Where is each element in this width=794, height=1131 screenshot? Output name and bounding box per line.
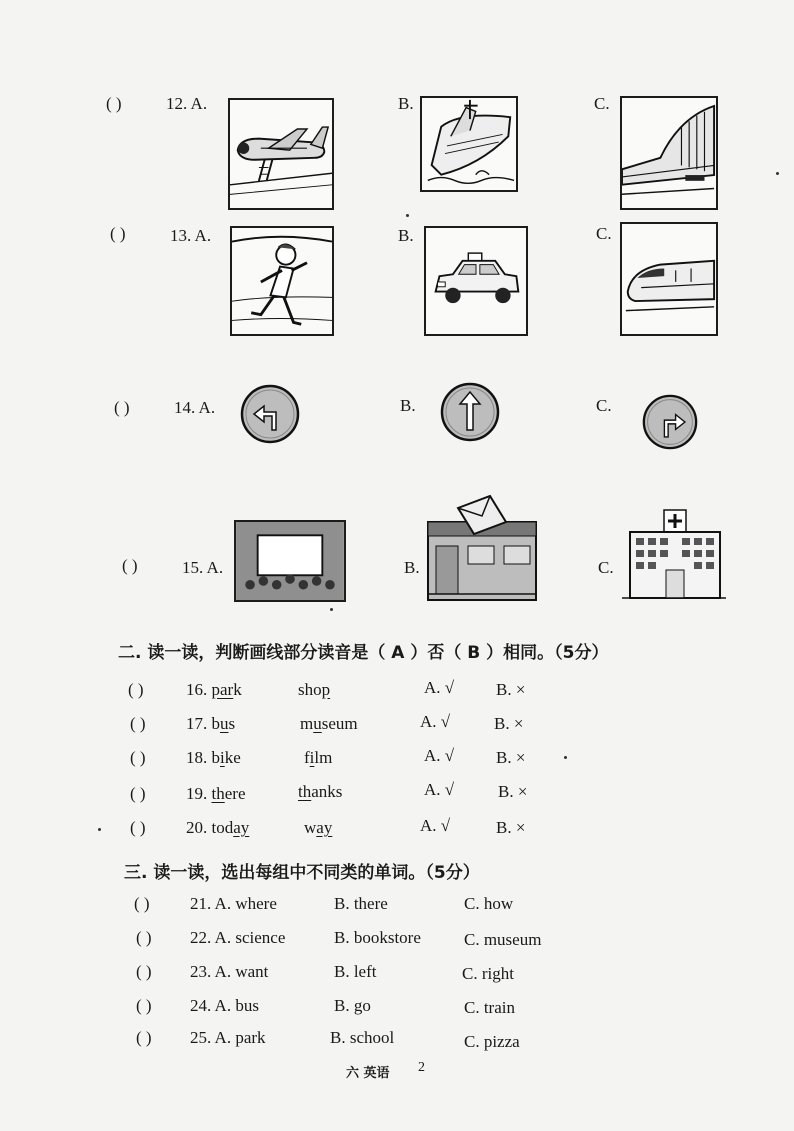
- word-rest: anks: [311, 782, 343, 801]
- question-22-option-c: C. museum: [464, 930, 542, 949]
- answer-paren-22[interactable]: ( ): [136, 928, 152, 947]
- question-12-label: 12. A.: [166, 94, 208, 113]
- option-b-cross: B. ×: [498, 782, 528, 801]
- answer-paren-25[interactable]: ( ): [136, 1028, 152, 1047]
- answer-paren-16[interactable]: ( ): [128, 680, 144, 699]
- option-c-label-14: C.: [596, 396, 612, 415]
- question-21-option-a: 21. A. where: [190, 894, 277, 913]
- question-15-label: 15. A.: [182, 558, 224, 577]
- word-rest: f: [304, 748, 310, 767]
- question-number: 16.: [186, 680, 208, 699]
- option-b-cross: B. ×: [496, 680, 526, 699]
- footer-grade-subject: 六 英语: [346, 1066, 390, 1081]
- section-3-title: 三. 读一读，选出每组中不同类的单词。（5分）: [124, 863, 480, 883]
- answer-paren-15[interactable]: ( ): [122, 556, 138, 575]
- scan-speck: [98, 828, 101, 831]
- question-22-option-a: 22. A. science: [190, 928, 286, 947]
- question-16-word2: [298, 680, 330, 700]
- underlined-part: p: [321, 680, 331, 699]
- answer-paren-18[interactable]: ( ): [130, 748, 146, 767]
- option-b-label-13: B.: [398, 226, 414, 245]
- cinema-screen-icon: [234, 520, 346, 602]
- question-25-option-c: C. pizza: [464, 1032, 520, 1051]
- turn-left-sign-icon: [240, 384, 300, 444]
- underlined-part: ay: [316, 818, 333, 837]
- word-rest: m: [300, 714, 314, 733]
- option-a-check: A. √: [424, 746, 455, 765]
- question-24-option-a: 24. A. bus: [190, 996, 259, 1015]
- underlined-part: i: [220, 748, 225, 767]
- underlined-part: th: [211, 784, 225, 803]
- question-25-option-b: B. school: [330, 1028, 395, 1047]
- train-icon: [620, 96, 718, 210]
- page-number: 2: [418, 1060, 425, 1075]
- question-24-option-c: C. train: [464, 998, 515, 1017]
- option-c-label: C.: [594, 94, 610, 113]
- hospital-icon: [622, 506, 726, 602]
- airplane-icon: [228, 98, 334, 210]
- go-straight-sign-icon: [440, 382, 500, 442]
- option-a-check: A. √: [424, 780, 455, 799]
- scan-speck: [330, 608, 333, 611]
- option-b-label-15: B.: [404, 558, 420, 577]
- underlined-part: ar: [220, 680, 234, 699]
- question-17-word2: [300, 714, 358, 734]
- option-c-label-15: C.: [598, 558, 614, 577]
- scan-speck: [564, 756, 567, 759]
- underlined-part: i: [309, 748, 315, 767]
- question-20-word2: [304, 818, 332, 838]
- word-rest: s: [228, 714, 236, 733]
- underlined-part: u: [220, 714, 229, 733]
- question-23-option-b: B. left: [334, 962, 377, 981]
- section-2-title: 二. 读一读，判断画线部分读音是（ A ）否（ B ）相同。（5分）: [118, 643, 609, 663]
- word-rest: seum: [321, 714, 358, 733]
- underlined-part: ay: [233, 818, 250, 837]
- scan-speck: [406, 214, 409, 217]
- answer-paren-19[interactable]: ( ): [130, 784, 146, 803]
- question-19-word1: [186, 784, 246, 804]
- question-16-word1: [186, 680, 242, 700]
- word-rest: w: [304, 818, 317, 837]
- answer-paren-13[interactable]: ( ): [110, 224, 126, 243]
- option-a-check: A. √: [420, 816, 451, 835]
- question-14-label: 14. A.: [174, 398, 216, 417]
- question-24-option-b: B. go: [334, 996, 371, 1015]
- option-b-cross: B. ×: [496, 748, 526, 767]
- taxi-icon: [424, 226, 528, 336]
- post-office-icon: [424, 494, 540, 602]
- word-rest: b: [211, 714, 220, 733]
- question-23-option-c: C. right: [462, 964, 514, 983]
- question-number: 20.: [186, 818, 208, 837]
- word-rest: k: [233, 680, 242, 699]
- question-20-word1: [186, 818, 249, 838]
- question-21-option-c: C. how: [464, 894, 514, 913]
- option-b-cross: B. ×: [494, 714, 524, 733]
- word-rest: b: [211, 748, 220, 767]
- question-number: 18.: [186, 748, 208, 767]
- option-b-cross: B. ×: [496, 818, 526, 837]
- answer-paren-12[interactable]: ( ): [106, 94, 122, 113]
- question-number: 17.: [186, 714, 208, 733]
- scan-speck: [776, 172, 779, 175]
- question-25-option-a: 25. A. park: [190, 1028, 266, 1047]
- ship-icon: [420, 96, 518, 192]
- underlined-part: u: [313, 714, 322, 733]
- answer-paren-17[interactable]: ( ): [130, 714, 146, 733]
- underlined-part: th: [298, 782, 312, 801]
- answer-paren-14[interactable]: ( ): [114, 398, 130, 417]
- answer-paren-24[interactable]: ( ): [136, 996, 152, 1015]
- question-18-word2: [304, 748, 332, 768]
- running-boy-icon: [230, 226, 334, 336]
- question-17-word1: [186, 714, 235, 734]
- answer-paren-21[interactable]: ( ): [134, 894, 150, 913]
- question-21-option-b: B. there: [334, 894, 388, 913]
- word-rest: lm: [314, 748, 333, 767]
- question-22-option-b: B. bookstore: [334, 928, 421, 947]
- option-b-label-14: B.: [400, 396, 416, 415]
- option-a-check: A. √: [420, 712, 451, 731]
- question-19-word2: [298, 782, 342, 802]
- option-a-check: A. √: [424, 678, 455, 697]
- answer-paren-20[interactable]: ( ): [130, 818, 146, 837]
- word-rest: ke: [224, 748, 241, 767]
- answer-paren-23[interactable]: ( ): [136, 962, 152, 981]
- question-23-option-a: 23. A. want: [190, 962, 269, 981]
- option-b-label: B.: [398, 94, 414, 113]
- word-rest: tod: [211, 818, 234, 837]
- word-rest: ere: [224, 784, 246, 803]
- question-number: 19.: [186, 784, 208, 803]
- question-18-word1: [186, 748, 241, 768]
- bullet-train-icon: [620, 222, 718, 336]
- turn-right-sign-icon: [642, 394, 698, 450]
- underlined-part: p: [211, 680, 220, 699]
- question-13-label: 13. A.: [170, 226, 212, 245]
- word-rest: sho: [298, 680, 322, 699]
- option-c-label-13: C.: [596, 224, 612, 243]
